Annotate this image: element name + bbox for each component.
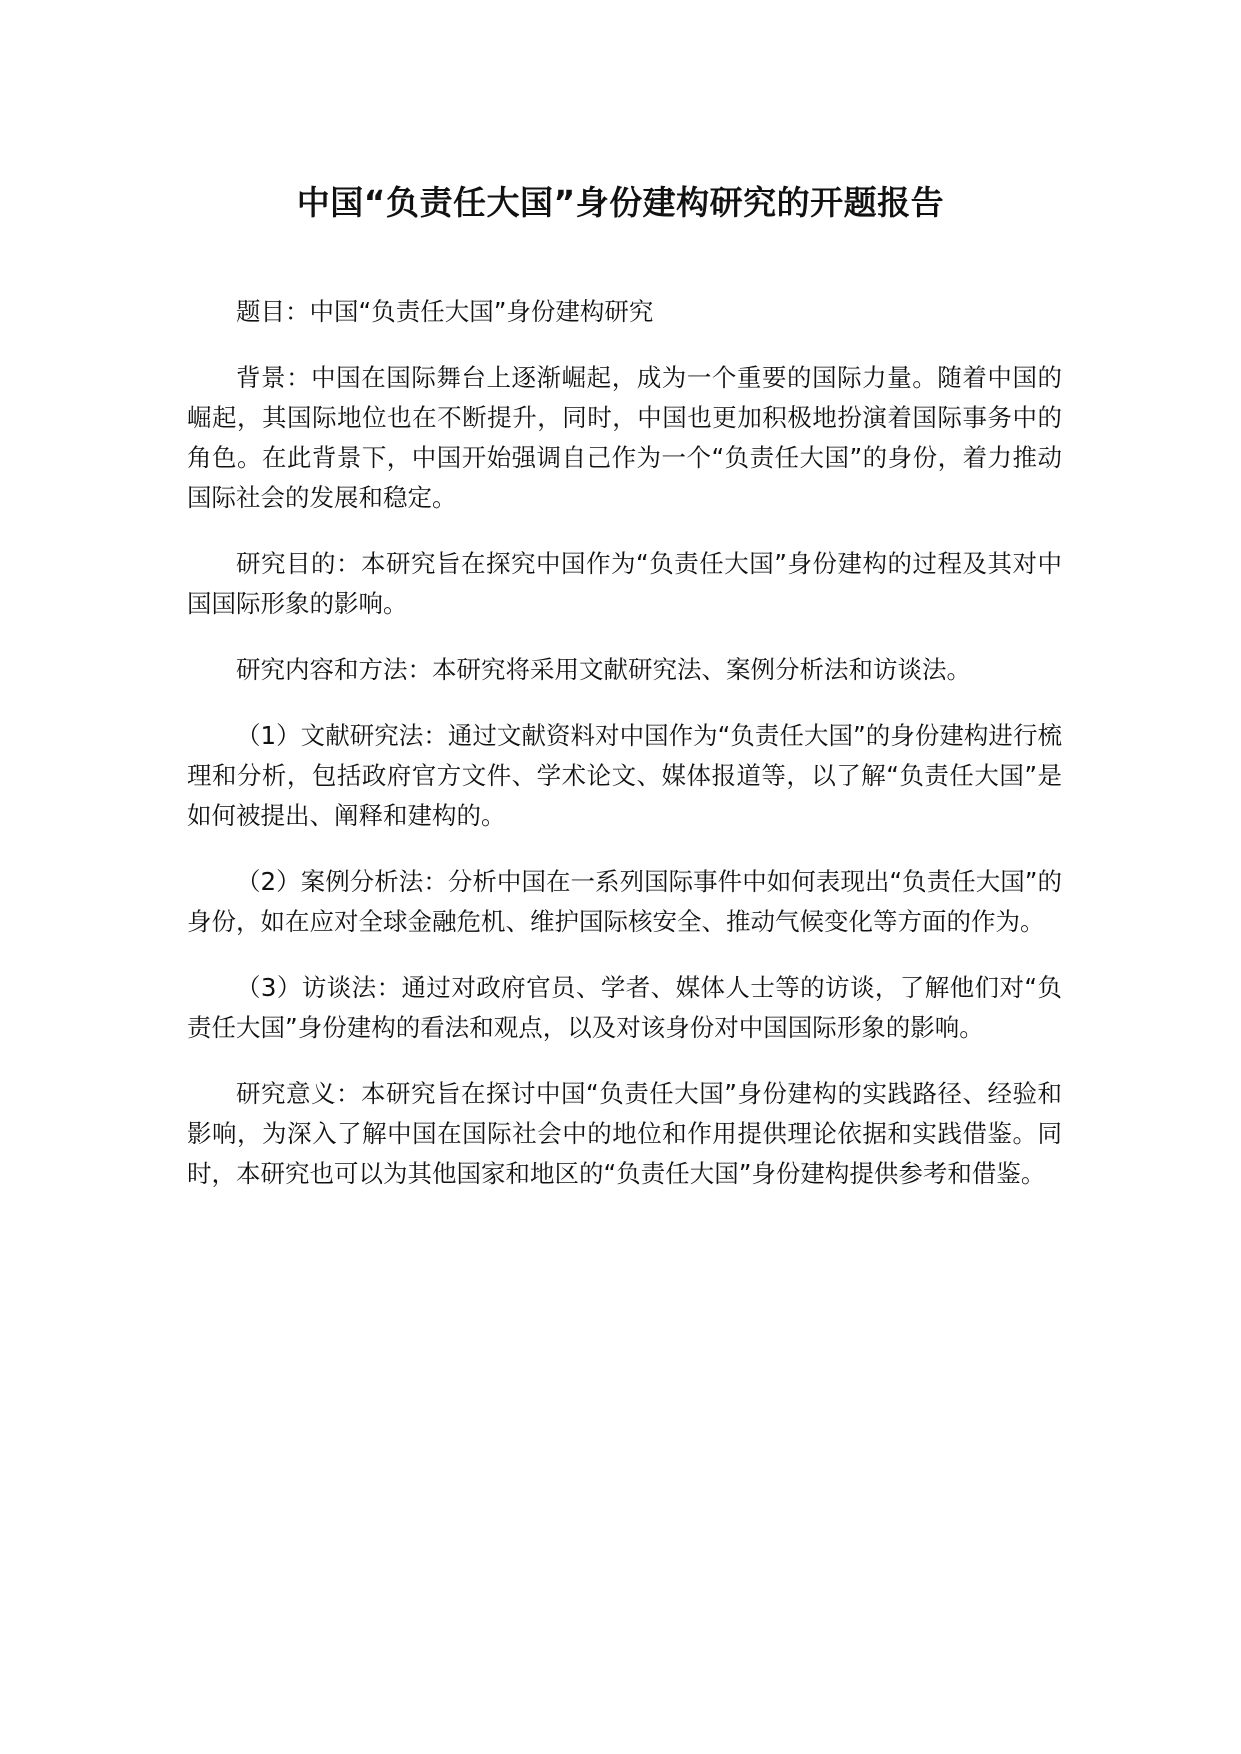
paragraph-content-methods: 研究内容和方法：本研究将采用文献研究法、案例分析法和访谈法。 [236, 655, 971, 684]
document-title: 中国“负责任大国”身份建构研究的开题报告 [296, 183, 945, 222]
paragraph-topic: 题目：中国“负责任大国”身份建构研究 [236, 297, 654, 326]
paragraph-method-case: （2）案例分析法：分析中国在一系列国际事件中如何表现出“负责任大国”的身份，如在应对全球金融危机、维护国际核安全、推动气候变化等方面的作为。 [187, 867, 1062, 936]
document-body [187, 292, 1062, 1220]
paragraph-significance: 研究意义：本研究旨在探讨中国“负责任大国”身份建构的实践路径、经验和影响，为深入了解中国在国际社会中的地位和作用提供理论依据和实践借鉴。同时，本研究也可以为其他国家和地区的“负责任大国”身份建构提供参考和借鉴。 [187, 1079, 1062, 1188]
paragraph-method-literature: （1）文献研究法：通过文献资料对中国作为“负责任大国”的身份建构进行梳理和分析，包括政府官方文件、学术论文、媒体报道等，以了解“负责任大国”是如何被提出、阐释和建构的。 [187, 721, 1062, 830]
paragraph-background: 背景：中国在国际舞台上逐渐崛起，成为一个重要的国际力量。随着中国的崛起，其国际地位也在不断提升，同时，中国也更加积极地扮演着国际事务中的角色。在此背景下，中国开始强调自己作为一个“负责任大国”的身份，着力推动国际社会的发展和稳定。 [187, 363, 1062, 512]
paragraph-method-interview: （3）访谈法：通过对政府官员、学者、媒体人士等的访谈，了解他们对“负责任大国”身份建构的看法和观点，以及对该身份对中国国际形象的影响。 [187, 973, 1062, 1042]
paragraph-purpose: 研究目的：本研究旨在探究中国作为“负责任大国”身份建构的过程及其对中国国际形象的影响。 [187, 549, 1062, 618]
